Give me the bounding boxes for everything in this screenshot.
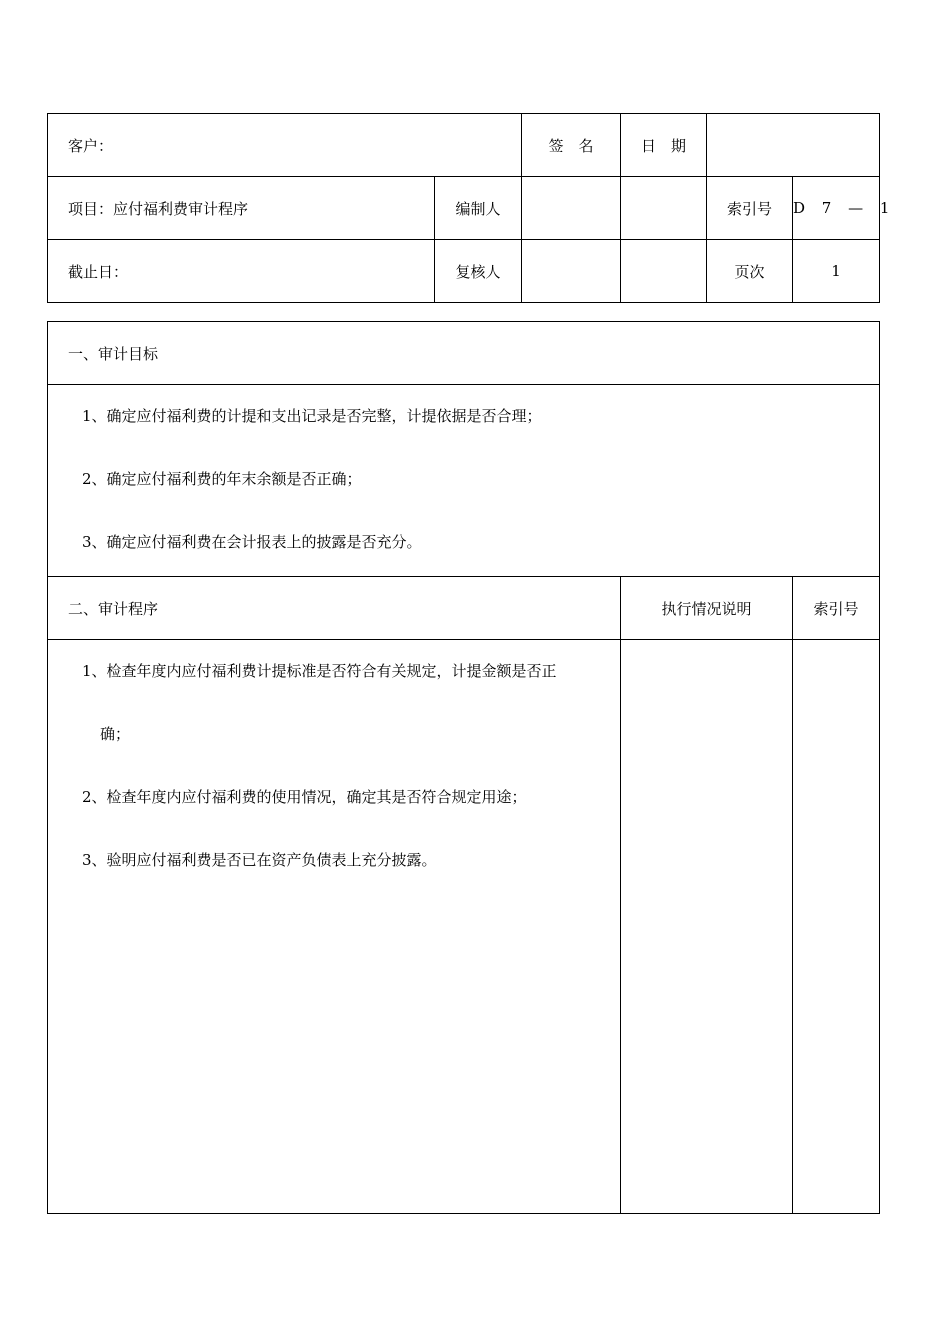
reviewer-date[interactable] <box>621 240 707 303</box>
header-table <box>47 113 896 303</box>
reviewer-signature[interactable] <box>522 240 621 303</box>
blank-header-cell <box>707 114 880 177</box>
procedures-index-header: 索引号 <box>793 577 880 640</box>
procedure-item: 1、检查年度内应付福利费计提标准是否符合有关规定，计提金额是否正 <box>82 662 557 680</box>
procedure-item-continued: 确； <box>100 725 131 743</box>
cutoff-cell: 截止日： <box>48 240 435 303</box>
client-cell <box>48 114 522 177</box>
procedures-index-cell[interactable] <box>793 640 880 1214</box>
prepared-by-signature[interactable] <box>522 177 621 240</box>
date-header: 日 期 <box>621 114 707 177</box>
execution-notes-cell[interactable] <box>621 640 793 1214</box>
procedure-item: 2、检查年度内应付福利费的使用情况，确定其是否符合规定用途； <box>82 788 527 806</box>
objective-item: 3、确定应付福利费在会计报表上的披露是否充分。 <box>82 533 422 551</box>
objective-item: 1、确定应付福利费的计提和支出记录是否完整，计提依据是否合理； <box>82 407 542 425</box>
page-value: 1 <box>793 240 880 303</box>
objectives-list <box>48 385 880 577</box>
client-label: 客户： <box>68 136 114 155</box>
prepared-by-label: 编制人 <box>435 177 522 240</box>
reviewer-label: 复核人 <box>435 240 522 303</box>
procedure-item: 3、验明应付福利费是否已在资产负债表上充分披露。 <box>82 851 437 869</box>
signature-header: 签 名 <box>522 114 621 177</box>
procedures-list <box>48 640 621 1214</box>
objective-item: 2、确定应付福利费的年末余额是否正确； <box>82 470 362 488</box>
prepared-by-date[interactable] <box>621 177 707 240</box>
project-cell: 项目：应付福利费审计程序 <box>48 177 435 240</box>
page-label: 页次 <box>707 240 793 303</box>
index-value: D 7 — 1 <box>793 177 880 240</box>
objectives-title: 一、审计目标 <box>48 322 880 385</box>
index-label: 索引号 <box>707 177 793 240</box>
execution-header: 执行情况说明 <box>621 577 793 640</box>
procedures-title: 二、审计程序 <box>48 577 621 640</box>
program-table <box>47 321 880 1214</box>
